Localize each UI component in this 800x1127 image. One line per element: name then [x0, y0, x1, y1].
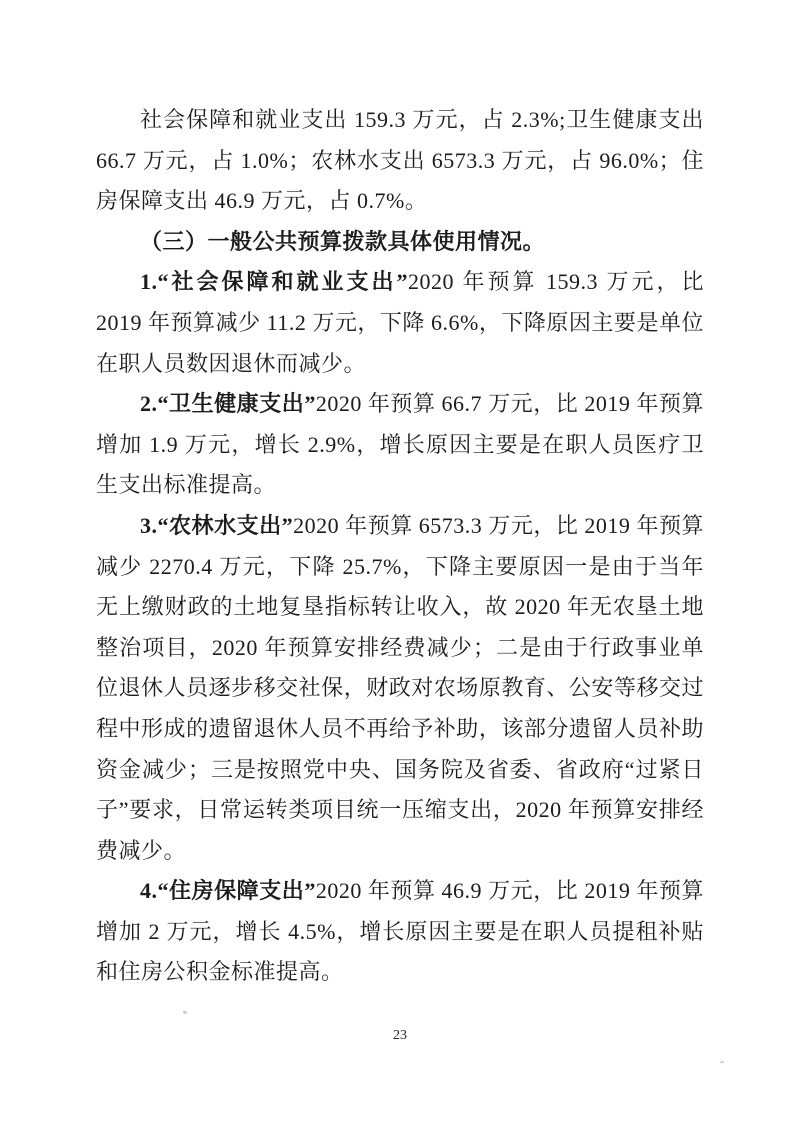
paragraph-item-1 — [96, 262, 704, 384]
document-body — [96, 100, 704, 993]
scan-speck — [720, 1060, 724, 1063]
section-heading — [96, 222, 704, 263]
section-heading-lead: （三）一般公共预算拨款具体使用情况。 — [140, 228, 546, 254]
paragraph-item-4-text: 2020 年预算 46.9 万元，比 2019 年预算增加 2 万元，增长 4.5%，增长原因主要是在职人员提租补贴和住房公积金标准提高。 — [96, 878, 704, 985]
paragraph-summary-text: 社会保障和就业支出 159.3 万元，占 2.3%;卫生健康支出 66.7 万元，占 1.0%；农林水支出 6573.3 万元，占 96.0%；住房保障支出 46.9 万元，占 0.7%。 — [96, 107, 704, 214]
paragraph-item-3 — [96, 506, 704, 871]
paragraph-item-1-lead: 1.“社会保障和就业支出” — [140, 269, 408, 295]
paragraph-summary — [96, 100, 704, 222]
paragraph-item-2 — [96, 384, 704, 506]
paragraph-item-2-lead: 2.“卫生健康支出” — [140, 391, 316, 417]
paragraph-item-2-text: 2020 年预算 66.7 万元，比 2019 年预算增加 1.9 万元，增长 2.9%，增长原因主要是在职人员医疗卫生支出标准提高。 — [96, 391, 704, 498]
paragraph-item-4 — [96, 871, 704, 993]
paragraph-item-3-text: 2020 年预算 6573.3 万元，比 2019 年预算减少 2270.4 万元，下降 25.7%，下降主要原因一是由于当年无上缴财政的土地复垦指标转让收入，故 2020 年无农垦土地整治项目，2020 年预算安排经费减少；二是由于行政事业单位退休人员逐步移交社保，财政对农场原教育、公安等移交过程中形成的遗留退休人员不再给予补助，该部分遗留人员补助资金减少；三是按照党中央、国务院及省委、省政府“过紧日子”要求，日常运转类项目统一压缩支出，2020 年预算安排经费减少。 — [96, 512, 704, 863]
page-number: 23 — [393, 1028, 407, 1043]
paragraph-item-3-lead: 3.“农林水支出” — [140, 512, 294, 538]
paragraph-item-1-text: 2020 年预算 159.3 万元，比 2019 年预算减少 11.2 万元，下降 6.6%，下降原因主要是单位在职人员数因退休而减少。 — [96, 269, 704, 376]
paragraph-item-4-lead: 4.“住房保障支出” — [140, 878, 316, 904]
scan-speck — [183, 1010, 188, 1015]
